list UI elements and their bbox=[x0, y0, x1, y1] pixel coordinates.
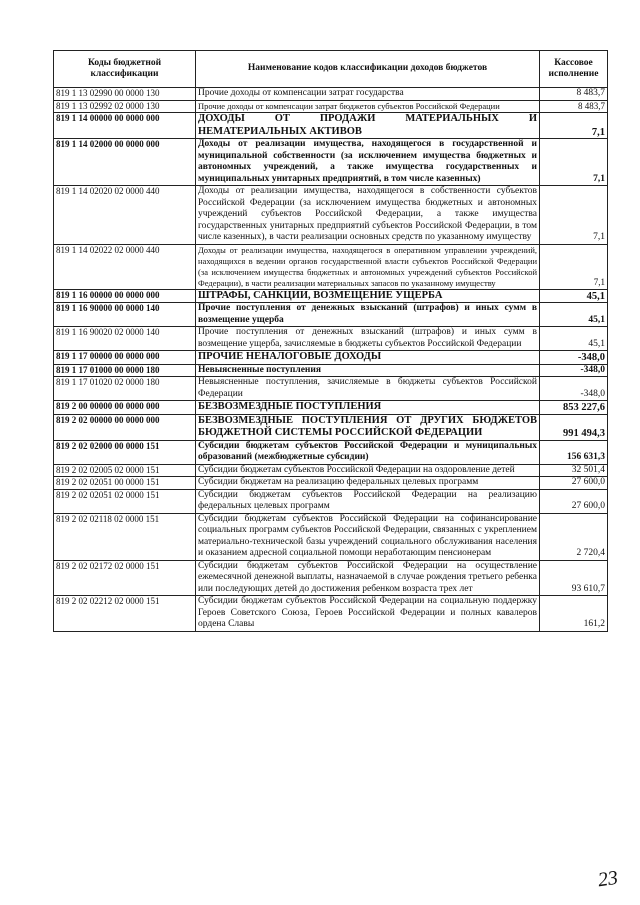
table-row bbox=[54, 113, 608, 139]
table-row bbox=[54, 477, 608, 490]
page-number: 23 bbox=[596, 866, 620, 892]
row-code: 819 1 14 02000 00 0000 000 bbox=[54, 139, 196, 186]
table-row bbox=[54, 289, 608, 303]
table-row bbox=[54, 464, 608, 477]
budget-revenue-document bbox=[53, 50, 607, 632]
table-row bbox=[54, 596, 608, 632]
row-name: Субсидии бюджетам субъектов Российской Федерации и муниципальных образований (межбюджетные субсидии) bbox=[196, 440, 540, 464]
header-value-column: Кассовое исполнение bbox=[540, 51, 608, 88]
table-row bbox=[54, 88, 608, 101]
row-name: Невыясненные поступления bbox=[196, 364, 540, 377]
row-name: Субсидии бюджетам субъектов Российской Федерации на реализацию федеральных целевых программ bbox=[196, 489, 540, 513]
row-value: 27 600,0 bbox=[540, 489, 608, 513]
table-row bbox=[54, 303, 608, 327]
row-name: Прочие поступления от денежных взысканий (штрафов) и иных сумм в возмещение ущерба, зачисляемые в бюджеты субъектов Российской Федерации bbox=[196, 327, 540, 351]
row-value: 45,1 bbox=[540, 327, 608, 351]
table-row bbox=[54, 364, 608, 377]
row-name: Субсидии бюджетам субъектов Российской Федерации на осуществление ежемесячной денежной выплаты, назначаемой в случае рождения третьего ребенка или последующих детей до достижения ребенком возраста трех лет bbox=[196, 560, 540, 596]
table-row bbox=[54, 100, 608, 113]
row-name: ПРОЧИЕ НЕНАЛОГОВЫЕ ДОХОДЫ bbox=[196, 351, 540, 365]
row-code: 819 2 02 02212 02 0000 151 bbox=[54, 596, 196, 632]
row-name: Субсидии бюджетам субъектов Российской Федерации на оздоровление детей bbox=[196, 464, 540, 477]
row-code: 819 1 13 02992 02 0000 130 bbox=[54, 100, 196, 113]
row-code: 819 2 00 00000 00 0000 000 bbox=[54, 401, 196, 415]
row-name: ШТРАФЫ, САНКЦИИ, ВОЗМЕЩЕНИЕ УЩЕРБА bbox=[196, 289, 540, 303]
row-value: -348,0 bbox=[540, 351, 608, 365]
header-code-column: Коды бюджетной классификации bbox=[54, 51, 196, 88]
row-name: БЕЗВОЗМЕЗДНЫЕ ПОСТУПЛЕНИЯ bbox=[196, 401, 540, 415]
row-name: Невыясненные поступления, зачисляемые в бюджеты субъектов Российской Федерации bbox=[196, 377, 540, 401]
row-value: 8 483,7 bbox=[540, 100, 608, 113]
row-code: 819 2 02 02051 00 0000 151 bbox=[54, 477, 196, 490]
table-row bbox=[54, 377, 608, 401]
row-name: Субсидии бюджетам на реализацию федеральных целевых программ bbox=[196, 477, 540, 490]
row-value: 32 501,4 bbox=[540, 464, 608, 477]
row-name: Доходы от реализации имущества, находящегося в государственной и муниципальной собственности (за исключением имущества бюджетных и автономных учреждений, а также имущества государственных и муниципальных унитарных предприятий, в том числе казенных) bbox=[196, 139, 540, 186]
row-code: 819 1 13 02990 00 0000 130 bbox=[54, 88, 196, 101]
row-value: 7,1 bbox=[540, 113, 608, 139]
row-name: ДОХОДЫ ОТ ПРОДАЖИ МАТЕРИАЛЬНЫХ И НЕМАТЕРИАЛЬНЫХ АКТИВОВ bbox=[196, 113, 540, 139]
table-row bbox=[54, 244, 608, 289]
table-row bbox=[54, 513, 608, 560]
row-value: 991 494,3 bbox=[540, 414, 608, 440]
row-code: 819 1 17 01000 00 0000 180 bbox=[54, 364, 196, 377]
row-value: 2 720,4 bbox=[540, 513, 608, 560]
row-name: Прочие поступления от денежных взысканий (штрафов) и иных сумм в возмещение ущерба bbox=[196, 303, 540, 327]
row-name: Доходы от реализации имущества, находящегося в оперативном управлении учреждений, находящихся в ведении органов государственной власти субъектов Российской Федерации (за исключением имущества бюджетных и автономных учреждений субъектов Российской Федерации), в части реализации материальных запасов по указанному имуществу bbox=[196, 244, 540, 289]
header-name-column: Наименование кодов классификации доходов бюджетов bbox=[196, 51, 540, 88]
table-header-row bbox=[54, 51, 608, 88]
table-row bbox=[54, 327, 608, 351]
row-code: 819 2 02 02000 00 0000 151 bbox=[54, 440, 196, 464]
row-value: 45,1 bbox=[540, 303, 608, 327]
row-name: Прочие доходы от компенсации затрат бюджетов субъектов Российской Федерации bbox=[196, 100, 540, 113]
row-value: 8 483,7 bbox=[540, 88, 608, 101]
row-value: 7,1 bbox=[540, 244, 608, 289]
table-row bbox=[54, 440, 608, 464]
row-code: 819 1 16 90000 00 0000 140 bbox=[54, 303, 196, 327]
row-code: 819 1 14 02022 02 0000 440 bbox=[54, 244, 196, 289]
row-value: 853 227,6 bbox=[540, 401, 608, 415]
row-code: 819 1 16 00000 00 0000 000 bbox=[54, 289, 196, 303]
row-value: -348,0 bbox=[540, 377, 608, 401]
row-code: 819 1 14 00000 00 0000 000 bbox=[54, 113, 196, 139]
row-name: БЕЗВОЗМЕЗДНЫЕ ПОСТУПЛЕНИЯ ОТ ДРУГИХ БЮДЖЕТОВ БЮДЖЕТНОЙ СИСТЕМЫ РОССИЙСКОЙ ФЕДЕРАЦИИ bbox=[196, 414, 540, 440]
row-name: Субсидии бюджетам субъектов Российской Федерации на социальную поддержку Героев Советского Союза, Героев Российской Федерации и полных кавалеров ордена Славы bbox=[196, 596, 540, 632]
table-row bbox=[54, 186, 608, 245]
row-value: 7,1 bbox=[540, 186, 608, 245]
table-row bbox=[54, 414, 608, 440]
revenue-table bbox=[53, 50, 608, 632]
row-code: 819 1 17 00000 00 0000 000 bbox=[54, 351, 196, 365]
row-code: 819 2 02 02051 02 0000 151 bbox=[54, 489, 196, 513]
table-row bbox=[54, 401, 608, 415]
table-row bbox=[54, 489, 608, 513]
row-value: 93 610,7 bbox=[540, 560, 608, 596]
table-row bbox=[54, 560, 608, 596]
row-name: Прочие доходы от компенсации затрат государства bbox=[196, 88, 540, 101]
table-body bbox=[54, 88, 608, 632]
row-value: 27 600,0 bbox=[540, 477, 608, 490]
row-value: 45,1 bbox=[540, 289, 608, 303]
row-code: 819 2 02 02005 02 0000 151 bbox=[54, 464, 196, 477]
row-name: Доходы от реализации имущества, находящегося в собственности субъектов Российской Федерации (за исключением имущества бюджетных и автономных учреждений субъектов Российской Федерации, а также имущества государственных унитарных предприятий субъектов Российской Федерации, в том числе казенных), в части реализации основных средств по указанному имуществу bbox=[196, 186, 540, 245]
row-code: 819 1 17 01020 02 0000 180 bbox=[54, 377, 196, 401]
row-code: 819 2 02 02118 02 0000 151 bbox=[54, 513, 196, 560]
row-value: 161,2 bbox=[540, 596, 608, 632]
row-code: 819 1 14 02020 02 0000 440 bbox=[54, 186, 196, 245]
table-row bbox=[54, 351, 608, 365]
row-code: 819 2 02 02172 02 0000 151 bbox=[54, 560, 196, 596]
row-code: 819 2 02 00000 00 0000 000 bbox=[54, 414, 196, 440]
row-value: 7,1 bbox=[540, 139, 608, 186]
row-code: 819 1 16 90020 02 0000 140 bbox=[54, 327, 196, 351]
row-name: Субсидии бюджетам субъектов Российской Федерации на софинансирование социальных программ субъектов Российской Федерации, связанных с укреплением материально-технической базы учреждений социального обслуживания населения и оказанием адресной социальной помощи неработающим пенсионерам bbox=[196, 513, 540, 560]
row-value: -348,0 bbox=[540, 364, 608, 377]
row-value: 156 631,3 bbox=[540, 440, 608, 464]
table-row bbox=[54, 139, 608, 186]
